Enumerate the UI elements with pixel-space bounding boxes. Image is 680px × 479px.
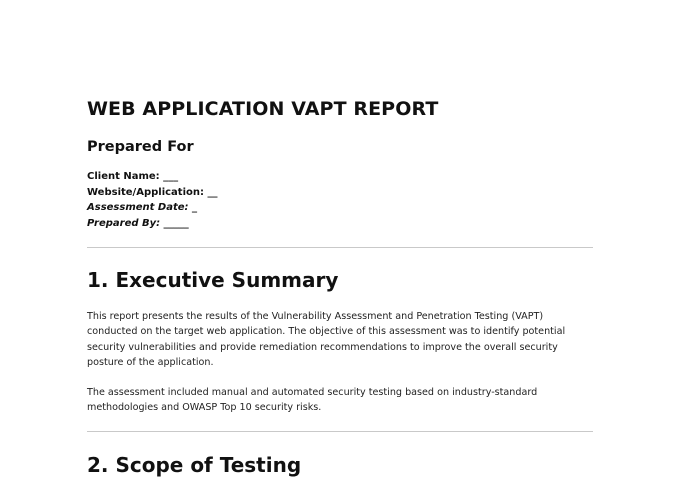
website-application-field: Website/Application: __: [87, 186, 218, 198]
executive-summary-heading: 1. Executive Summary: [87, 268, 339, 292]
prepared-by-field: Prepared By: _____: [87, 217, 189, 229]
section-divider: [87, 431, 593, 432]
assessment-scope-paragraph: The assessment included manual and automated security testing based on industry-standard methodologies and OWASP Top 10 security risks.: [87, 387, 538, 414]
executive-summary-paragraph: This report presents the results of the Vulnerability Assessment and Penetration Testing (VAPT) conducted on the target web application. The objective of this assessment was to identify potential security vulnerabilities and provide remediation recommendations to improve the overall security posture of the application.: [87, 311, 566, 368]
client-name-field: Client Name: ___: [87, 171, 179, 182]
scope-of-testing-heading: 2. Scope of Testing: [87, 452, 302, 477]
document-content: [87, 96, 593, 479]
report-title: WEB APPLICATION VAPT REPORT: [87, 98, 439, 120]
assessment-date-field: Assessment Date: _: [87, 202, 198, 213]
section-divider: [87, 247, 593, 248]
prepared-for-heading: Prepared For: [87, 139, 194, 155]
prepared-for-fields: [87, 169, 593, 231]
